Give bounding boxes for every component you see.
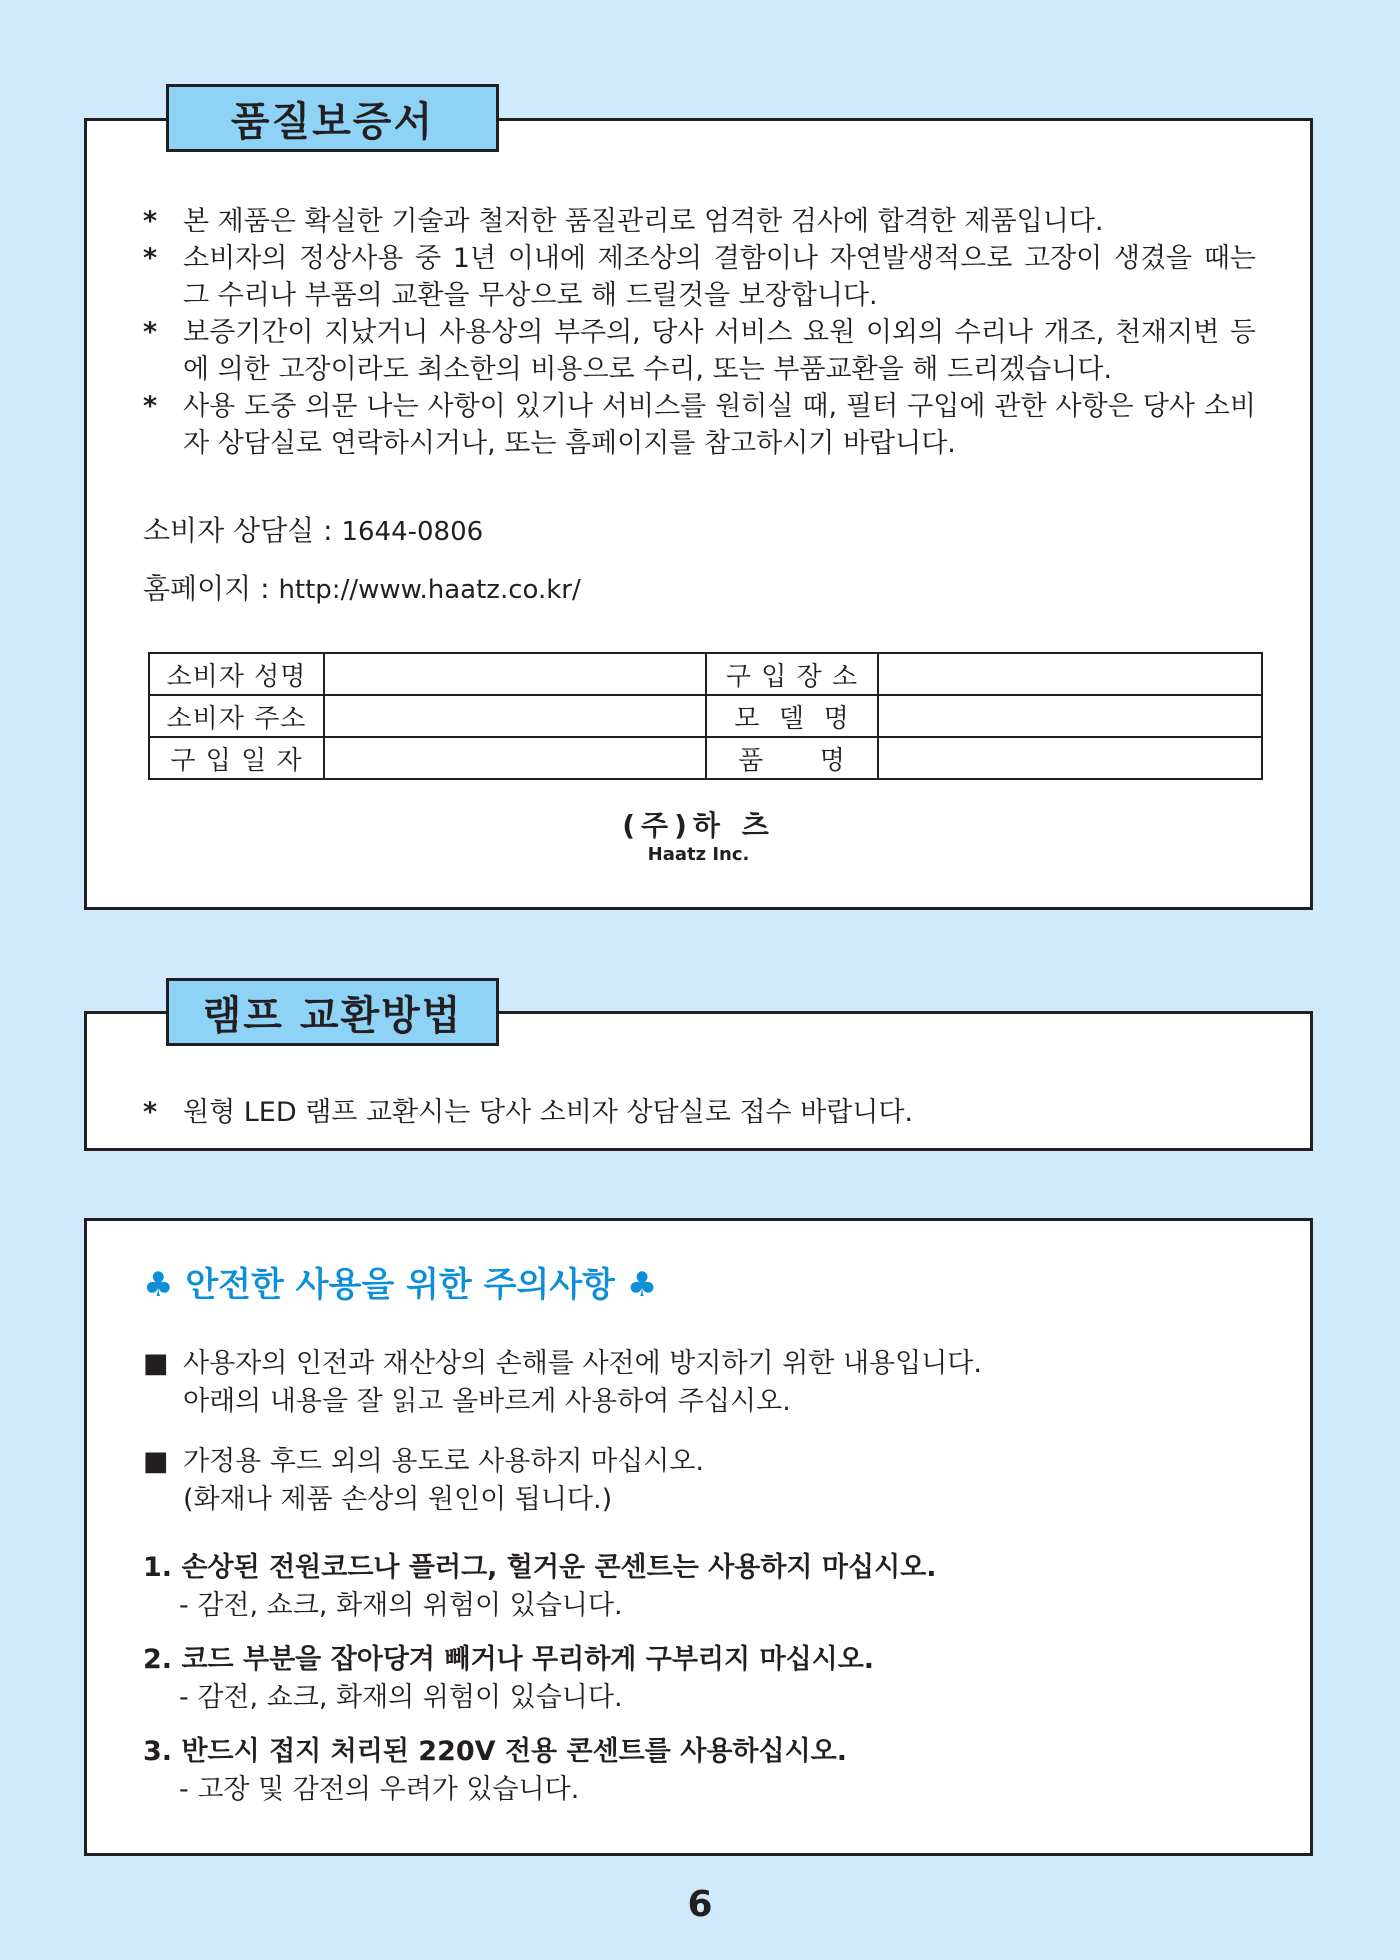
lamp-note <box>143 1094 1256 1131</box>
company-logo <box>87 804 1310 865</box>
asterisk-icon: * <box>143 317 158 348</box>
asterisk-icon: * <box>143 206 158 237</box>
homepage-label: 홈페이지 : <box>143 572 270 605</box>
company-logo-english: Haatz Inc. <box>647 844 750 865</box>
page-number: 6 <box>687 1884 713 1925</box>
warranty-bullet: * 소비자의 정상사용 중 1년 이내에 제조상의 결함이나 자연발생적으로 고장이 생겼을 때는 그 수리나 부품의 교환을 무상으로 해 드릴것을 보장합니다. <box>143 240 1256 314</box>
asterisk-icon: * <box>143 391 158 422</box>
company-logo-korean: (주)하 츠 <box>622 809 775 842</box>
square-bullet-icon: ■ <box>143 1446 169 1477</box>
safety-item-heading: 3. 반드시 접지 처리된 220V 전용 콘센트를 사용하십시오. <box>143 1736 847 1767</box>
homepage <box>143 567 581 607</box>
table-field <box>324 737 706 779</box>
table-field <box>324 695 706 737</box>
table-field <box>878 653 1262 695</box>
safety-item-detail: - 고장 및 감전의 우려가 있습니다. <box>179 1774 580 1805</box>
safety-note: ■ 가정용 후드 외의 용도로 사용하지 마십시오. (화재나 제품 손상의 원인이 됩니다.) <box>143 1443 1256 1519</box>
table-label: 품 명 <box>706 737 878 779</box>
safety-item <box>143 1733 1256 1809</box>
safety-section <box>84 1218 1313 1856</box>
table-field <box>878 695 1262 737</box>
table-label: 구 입 일 자 <box>149 737 324 779</box>
safety-item-heading: 1. 손상된 전원코드나 플러그, 헐거운 콘센트는 사용하지 마십시오. <box>143 1552 937 1583</box>
safety-item-detail: - 감전, 쇼크, 화재의 위험이 있습니다. <box>179 1682 623 1713</box>
table-field <box>878 737 1262 779</box>
warranty-bullet: * 보증기간이 지났거니 사용상의 부주의, 당사 서비스 요원 이외의 수리나 개조, 천재지변 등에 의한 고장이라도 최소한의 비용으로 수리, 또는 부품교환을 해 드리겠습니다. <box>143 314 1256 388</box>
safety-item-heading: 2. 코드 부분을 잡아당겨 빼거나 무리하게 구부리지 마십시오. <box>143 1644 875 1675</box>
phone-number: 1644-0806 <box>341 517 484 547</box>
warranty-bullets <box>143 203 1256 462</box>
lamp-bullet: * 원형 LED 램프 교환시는 당사 소비자 상담실로 접수 바랍니다. <box>143 1094 1256 1131</box>
warranty-bullet: * 사용 도중 의문 나는 사항이 있기나 서비스를 원히실 때, 필터 구입에 관한 사항은 당사 소비자 상담실로 연락하시거나, 또는 흠페이지를 참고하시기 바랍니다. <box>143 388 1256 462</box>
table-row <box>149 737 1262 779</box>
purchase-info-table <box>148 652 1263 780</box>
asterisk-icon: * <box>143 1097 158 1128</box>
phone-label: 소비자 상담실 : <box>143 514 333 547</box>
homepage-link[interactable]: http://www.haatz.co.kr/ <box>278 575 581 605</box>
warranty-title: 품질보증서 <box>166 84 499 152</box>
table-row <box>149 695 1262 737</box>
asterisk-icon: * <box>143 243 158 274</box>
table-row <box>149 653 1262 695</box>
safety-item-detail: - 감전, 쇼크, 화재의 위험이 있습니다. <box>179 1590 623 1621</box>
safety-item <box>143 1549 1256 1625</box>
table-label: 구 입 장 소 <box>706 653 878 695</box>
table-label: 모 델 명 <box>706 695 878 737</box>
consumer-phone <box>143 509 483 549</box>
safety-title: ♣ 안전한 사용을 위한 주의사항 ♣ <box>143 1265 658 1305</box>
safety-item <box>143 1641 1256 1717</box>
safety-note: ■ 사용자의 인전과 재산상의 손해를 사전에 방지하기 위한 내용입니다. 아래의 내용을 잘 읽고 올바르게 사용하여 주십시오. <box>143 1345 1256 1421</box>
table-field <box>324 653 706 695</box>
lamp-title: 램프 교환방법 <box>166 978 499 1046</box>
table-label: 소비자 주소 <box>149 695 324 737</box>
warranty-section <box>84 118 1313 910</box>
square-bullet-icon: ■ <box>143 1348 169 1379</box>
table-label: 소비자 성명 <box>149 653 324 695</box>
warranty-bullet: * 본 제품은 확실한 기술과 철저한 품질관리로 엄격한 검사에 합격한 제품입니다. <box>143 203 1256 240</box>
